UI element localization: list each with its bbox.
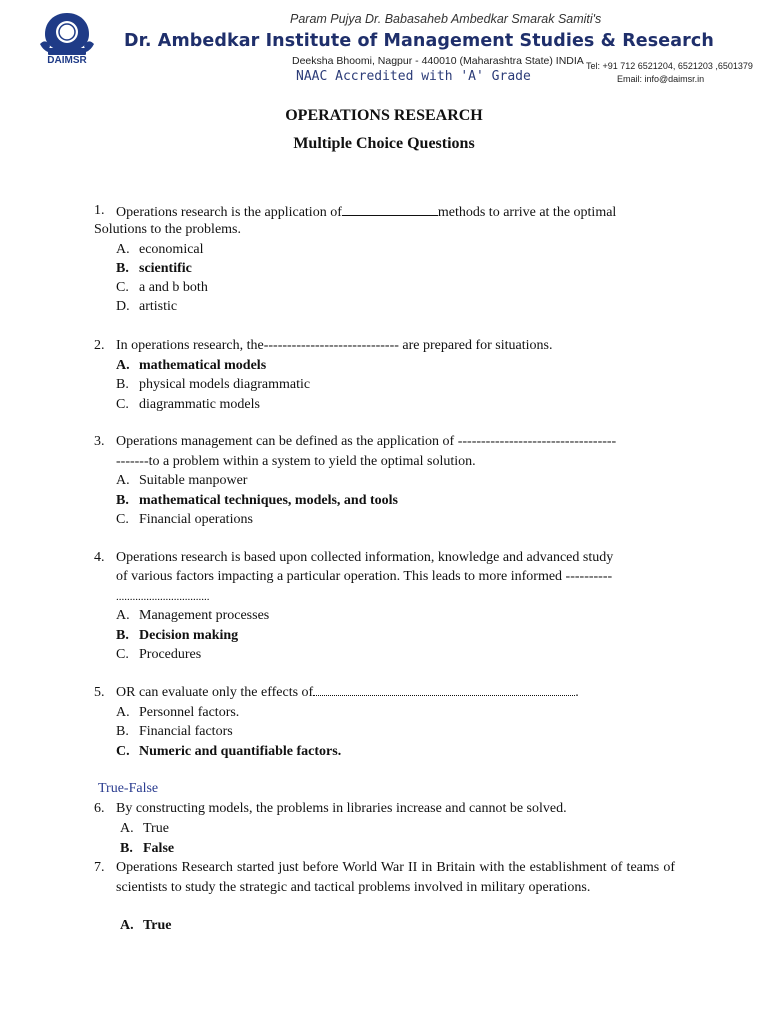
samiti-name: Param Pujya Dr. Babasaheb Ambedkar Smarak Samiti's bbox=[290, 12, 602, 26]
question-text-part: OR can evaluate only the effects of bbox=[116, 685, 314, 700]
option-correct bbox=[120, 841, 174, 857]
option-text: Procedures bbox=[139, 647, 202, 662]
question-text: Operations research is based upon collected information, knowledge and advanced study bbox=[116, 550, 614, 565]
option bbox=[116, 512, 253, 528]
option bbox=[116, 299, 177, 315]
option-text: mathematical models bbox=[139, 358, 267, 373]
question-number: 6. bbox=[94, 801, 105, 816]
option-text: diagrammatic models bbox=[139, 397, 260, 412]
question-text-part: methods to arrive at the optimal bbox=[437, 205, 617, 220]
option bbox=[116, 608, 269, 624]
option-text: True bbox=[143, 918, 172, 933]
option bbox=[116, 705, 239, 721]
question-number: 3. bbox=[94, 434, 105, 449]
option-letter: B. bbox=[116, 724, 129, 739]
option-correct bbox=[116, 261, 192, 277]
option-letter: A. bbox=[120, 918, 134, 933]
option-text: Financial factors bbox=[139, 724, 233, 739]
option-text: Numeric and quantifiable factors. bbox=[139, 744, 342, 759]
option bbox=[116, 377, 310, 393]
option-text: Decision making bbox=[139, 628, 239, 643]
option bbox=[116, 280, 208, 296]
option bbox=[116, 647, 201, 663]
option bbox=[120, 821, 169, 837]
institute-logo bbox=[36, 10, 98, 68]
question-text bbox=[116, 685, 579, 701]
document-subtitle: Multiple Choice Questions bbox=[293, 135, 475, 152]
question-text-continued: .................................. bbox=[116, 591, 210, 603]
question-text-continued: -------to a problem within a system to yield the optimal solution. bbox=[116, 454, 476, 469]
option-text: Suitable manpower bbox=[139, 473, 248, 488]
option-text: economical bbox=[139, 242, 204, 257]
option bbox=[116, 242, 204, 258]
option-correct bbox=[116, 628, 238, 644]
option-letter: B. bbox=[116, 628, 129, 643]
option-letter: D. bbox=[116, 299, 130, 314]
option-text: a and b both bbox=[139, 280, 208, 295]
option-letter: A. bbox=[116, 705, 130, 720]
option-letter: A. bbox=[120, 821, 134, 836]
institute-name: Dr. Ambedkar Institute of Management Studies & Research bbox=[124, 31, 714, 51]
option-letter: A. bbox=[116, 473, 130, 488]
question-number: 2. bbox=[94, 338, 105, 353]
option-letter: A. bbox=[116, 242, 130, 257]
option-text: True bbox=[143, 821, 169, 836]
option-letter: A. bbox=[116, 608, 130, 623]
option-text: Financial operations bbox=[139, 512, 253, 527]
question-text bbox=[116, 203, 616, 221]
question-text-part: Operations research is the application of bbox=[116, 205, 342, 220]
accreditation-line: NAAC Accredited with 'A' Grade bbox=[296, 69, 531, 84]
logo-text: DAIMSR bbox=[47, 55, 87, 66]
question-number: 4. bbox=[94, 550, 105, 565]
option-letter: B. bbox=[116, 377, 129, 392]
question-text: In operations research, the----------------------------- are prepared for situations. bbox=[116, 338, 553, 353]
institute-address: Deeksha Bhoomi, Nagpur - 440010 (Maharashtra State) INDIA bbox=[292, 55, 584, 67]
option-letter: C. bbox=[116, 397, 129, 412]
question-number: 5. bbox=[94, 685, 105, 700]
option-correct bbox=[116, 493, 398, 509]
option-text: physical models diagrammatic bbox=[139, 377, 311, 392]
question-text-part: . bbox=[575, 685, 579, 700]
question-text-continued: of various factors impacting a particular operation. This leads to more informed ---------- bbox=[116, 569, 613, 584]
document-title: OPERATIONS RESEARCH bbox=[285, 107, 483, 124]
option-text: Management processes bbox=[139, 608, 270, 623]
option-letter: B. bbox=[120, 841, 133, 856]
question-text: Operations management can be defined as the application of ---------------------------------- bbox=[116, 434, 617, 449]
option-letter: A. bbox=[116, 358, 130, 373]
option-letter: C. bbox=[116, 280, 129, 295]
question-text: Operations Research started just before World War II in Britain with the establishment of teams of scientists to study the strategic and tactical problems involved in military operations. bbox=[116, 860, 675, 895]
email-line: Email: info@daimsr.in bbox=[617, 74, 705, 84]
question-number: 7. bbox=[94, 860, 105, 875]
option-letter: C. bbox=[116, 744, 130, 759]
option-text: mathematical techniques, models, and tools bbox=[139, 493, 398, 508]
phone-line: Tel: +91 712 6521204, 6521203 ,6501379 bbox=[586, 61, 753, 71]
blank-line bbox=[342, 203, 438, 216]
question-number: 1. bbox=[94, 203, 105, 218]
option-letter: B. bbox=[116, 493, 129, 508]
option-letter: B. bbox=[116, 261, 129, 276]
option-text: scientific bbox=[139, 261, 192, 276]
option bbox=[116, 724, 233, 740]
option-text: Personnel factors. bbox=[139, 705, 240, 720]
dotted-blank bbox=[313, 685, 575, 696]
option-correct bbox=[120, 918, 172, 934]
option-letter: C. bbox=[116, 512, 129, 527]
option-text: False bbox=[143, 841, 175, 856]
option-correct bbox=[116, 744, 341, 760]
option-text: artistic bbox=[139, 299, 178, 314]
question-text-continued: Solutions to the problems. bbox=[94, 222, 241, 237]
option bbox=[116, 473, 247, 489]
option-letter: C. bbox=[116, 647, 129, 662]
question-text: By constructing models, the problems in libraries increase and cannot be solved. bbox=[116, 801, 567, 816]
option bbox=[116, 397, 260, 413]
option-correct bbox=[116, 358, 266, 374]
section-heading: True-False bbox=[98, 781, 159, 796]
